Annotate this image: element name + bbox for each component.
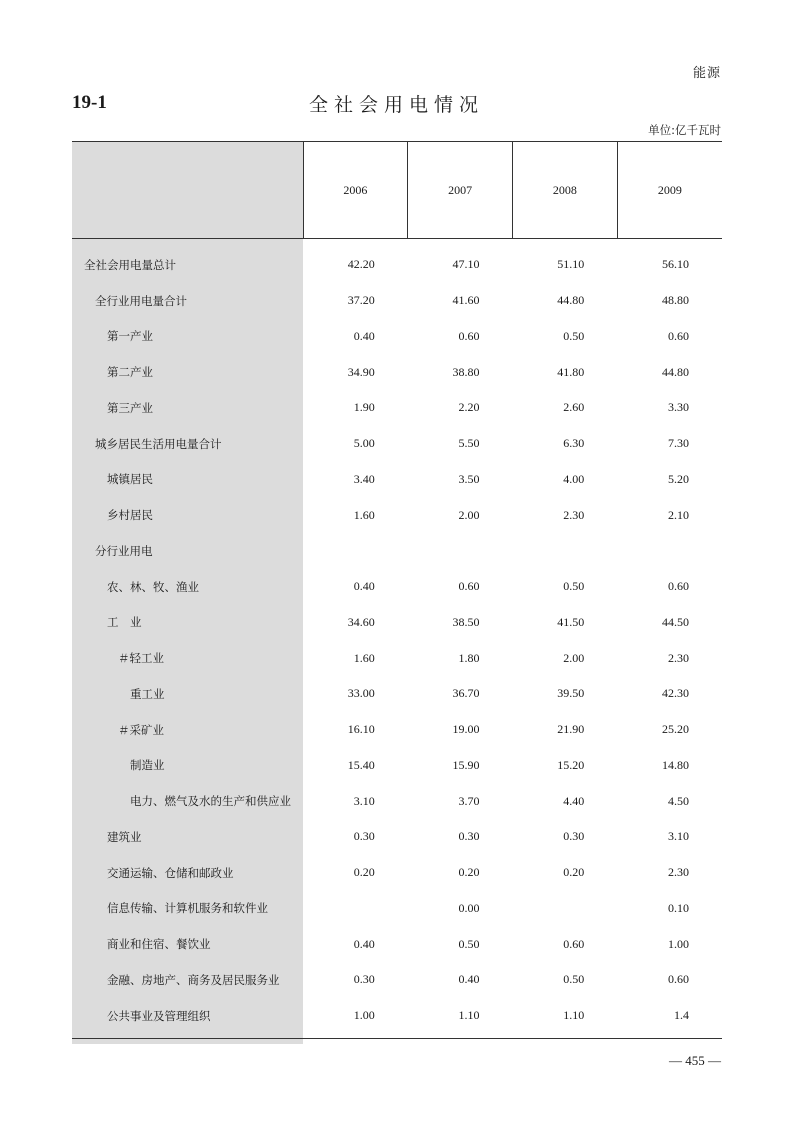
table-cell: 5.50 <box>458 436 480 451</box>
row-label: 商业和住宿、餐饮业 <box>72 926 303 962</box>
table-cell: 37.20 <box>347 293 375 308</box>
table-cell: 2.30 <box>563 507 585 522</box>
table-cell: 33.00 <box>347 686 375 701</box>
table-cell: 3.10 <box>353 793 375 808</box>
table-row <box>72 676 722 712</box>
table-row <box>72 712 722 748</box>
table-cell: 44.50 <box>662 614 689 629</box>
table-row <box>72 640 722 676</box>
table-cell: 36.70 <box>452 686 480 701</box>
row-label: 城镇居民 <box>72 462 303 498</box>
row-label: 农、林、牧、渔业 <box>72 569 303 605</box>
table-cell: 0.40 <box>353 936 375 951</box>
page-title: 全社会用电情况 <box>308 94 484 116</box>
row-label: 第一产业 <box>72 319 303 355</box>
table-cell: 5.00 <box>353 436 375 451</box>
stub-header <box>72 142 303 239</box>
row-label: 建筑业 <box>72 819 303 855</box>
table-cell: 48.80 <box>662 293 689 308</box>
table-cell: 25.20 <box>662 722 689 737</box>
table-cell: 0.50 <box>563 972 585 987</box>
table-row <box>72 855 722 891</box>
table-cell: 15.20 <box>557 757 585 772</box>
table-cell: 1.00 <box>353 1008 375 1023</box>
table-cell: 2.60 <box>563 400 585 415</box>
table-cell: 41.50 <box>557 614 585 629</box>
table-cell: 1.80 <box>458 650 480 665</box>
bottom-rule <box>72 1038 722 1039</box>
table-cell: 2.00 <box>563 650 585 665</box>
table-cell: 51.10 <box>557 257 585 272</box>
table-cell: 15.40 <box>347 757 375 772</box>
table-cell: 7.30 <box>668 436 689 451</box>
table-row <box>72 533 722 569</box>
row-label: ＃轻工业 <box>72 640 303 676</box>
table-cell: 1.60 <box>353 650 375 665</box>
row-label: 第三产业 <box>72 390 303 426</box>
column-header: 2007 <box>408 142 513 239</box>
table-row <box>72 354 722 390</box>
table-cell: 1.10 <box>563 1008 585 1023</box>
table-number: 19-1 <box>72 92 107 113</box>
table-cell: 41.60 <box>452 293 480 308</box>
row-label: 电力、燃气及水的生产和供应业 <box>72 783 303 819</box>
table-cell: 1.90 <box>353 400 375 415</box>
table-row <box>72 998 722 1044</box>
row-label: 全社会用电量总计 <box>72 239 303 283</box>
table-cell: 2.10 <box>668 507 689 522</box>
row-label: 城乡居民生活用电量合计 <box>72 426 303 462</box>
table-cell: 0.50 <box>458 936 480 951</box>
table-cell: 2.20 <box>458 400 480 415</box>
table-cell: 3.30 <box>668 400 689 415</box>
table-cell: 0.60 <box>668 972 689 987</box>
row-label: 工 业 <box>72 605 303 641</box>
header-row <box>72 142 722 239</box>
table-cell: 0.60 <box>563 936 585 951</box>
table-cell: 2.30 <box>668 650 689 665</box>
row-label: 第二产业 <box>72 354 303 390</box>
table-cell: 0.40 <box>353 579 375 594</box>
table-cell <box>513 533 618 569</box>
table-row <box>72 319 722 355</box>
column-header: 2009 <box>617 142 722 239</box>
table-cell: 4.50 <box>668 793 689 808</box>
row-label: ＃采矿业 <box>72 712 303 748</box>
table-cell: 44.80 <box>662 364 689 379</box>
table-row <box>72 239 722 283</box>
table-cell: 0.20 <box>458 865 480 880</box>
table-row <box>72 569 722 605</box>
table-cell: 0.50 <box>563 328 585 343</box>
table-cell: 42.20 <box>347 257 375 272</box>
table-cell: 0.30 <box>563 829 585 844</box>
table-cell: 2.30 <box>668 865 689 880</box>
table-cell: 4.00 <box>563 471 585 486</box>
table-cell: 1.10 <box>458 1008 480 1023</box>
table-cell: 5.20 <box>668 471 689 486</box>
table-cell <box>513 891 618 927</box>
table-row <box>72 426 722 462</box>
table-cell: 3.50 <box>458 471 480 486</box>
unit-label: 单位:亿千瓦时 <box>648 123 721 137</box>
row-label: 公共事业及管理组织 <box>72 998 303 1044</box>
table-cell: 0.60 <box>668 328 689 343</box>
row-label: 交通运输、仓储和邮政业 <box>72 855 303 891</box>
table-cell: 0.40 <box>458 972 480 987</box>
table-row <box>72 962 722 998</box>
table-row <box>72 748 722 784</box>
table-cell: 3.10 <box>668 829 689 844</box>
table-cell: 0.60 <box>458 579 480 594</box>
row-label: 信息传输、计算机服务和软件业 <box>72 891 303 927</box>
table-cell: 1.60 <box>353 507 375 522</box>
table-cell: 0.30 <box>353 829 375 844</box>
column-header: 2008 <box>513 142 618 239</box>
table-cell: 44.80 <box>557 293 585 308</box>
data-table-container <box>72 141 722 1044</box>
table-cell: 0.00 <box>458 900 480 915</box>
table-cell: 0.20 <box>563 865 585 880</box>
table-cell: 41.80 <box>557 364 585 379</box>
table-cell: 4.40 <box>563 793 585 808</box>
table-row <box>72 283 722 319</box>
table-row <box>72 783 722 819</box>
table-cell: 1.00 <box>668 936 689 951</box>
table-row <box>72 819 722 855</box>
row-label: 重工业 <box>72 676 303 712</box>
table-cell: 0.20 <box>353 865 375 880</box>
electricity-consumption-table <box>72 141 722 1044</box>
table-cell: 38.50 <box>452 614 480 629</box>
table-cell: 6.30 <box>563 436 585 451</box>
table-cell: 56.10 <box>662 257 689 272</box>
table-row <box>72 891 722 927</box>
section-label: 能源 <box>692 66 721 81</box>
table-row <box>72 390 722 426</box>
table-row <box>72 462 722 498</box>
table-cell: 15.90 <box>452 757 480 772</box>
table-cell: 34.60 <box>347 614 375 629</box>
table-cell: 16.10 <box>347 722 375 737</box>
table-cell: 38.80 <box>452 364 480 379</box>
row-label: 乡村居民 <box>72 497 303 533</box>
table-cell: 14.80 <box>662 757 689 772</box>
row-label: 制造业 <box>72 748 303 784</box>
table-cell: 0.30 <box>353 972 375 987</box>
table-cell: 0.60 <box>458 328 480 343</box>
table-cell: 0.60 <box>668 579 689 594</box>
page-number: — 455 — <box>669 1053 721 1068</box>
row-label: 全行业用电量合计 <box>72 283 303 319</box>
table-cell: 0.40 <box>353 328 375 343</box>
table-cell: 0.50 <box>563 579 585 594</box>
table-row <box>72 497 722 533</box>
table-cell <box>303 533 408 569</box>
table-cell: 0.30 <box>458 829 480 844</box>
table-body <box>72 239 722 1044</box>
table-cell: 3.40 <box>353 471 375 486</box>
column-header: 2006 <box>303 142 408 239</box>
table-cell <box>303 891 408 927</box>
table-row <box>72 605 722 641</box>
table-cell: 21.90 <box>557 722 585 737</box>
table-row <box>72 926 722 962</box>
table-cell: 39.50 <box>557 686 585 701</box>
table-cell <box>408 533 513 569</box>
table-cell: 34.90 <box>347 364 375 379</box>
table-cell: 1.4 <box>674 1008 689 1023</box>
table-cell: 42.30 <box>662 686 689 701</box>
table-cell: 0.10 <box>668 900 689 915</box>
table-cell: 2.00 <box>458 507 480 522</box>
table-cell: 3.70 <box>458 793 480 808</box>
row-label: 金融、房地产、商务及居民服务业 <box>72 962 303 998</box>
table-cell: 47.10 <box>452 257 480 272</box>
table-cell: 19.00 <box>452 722 480 737</box>
table-cell <box>617 533 722 569</box>
row-label: 分行业用电 <box>72 533 303 569</box>
